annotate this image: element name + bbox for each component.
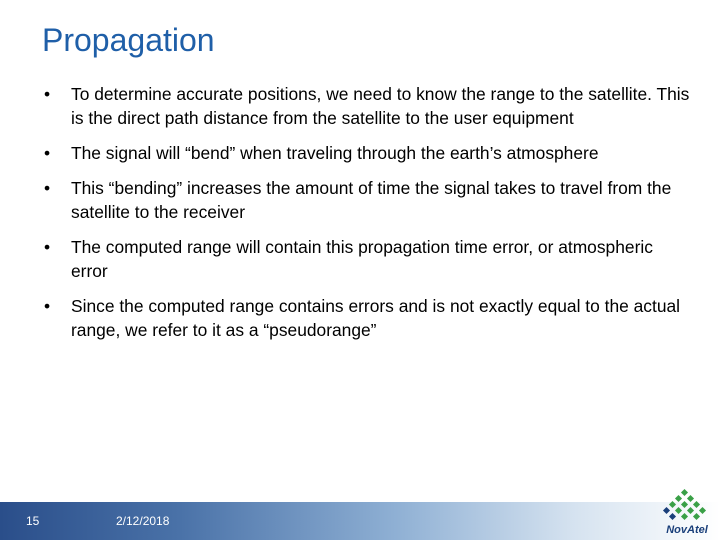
bullet-dot: • <box>44 237 51 257</box>
page-number: 15 <box>26 514 40 528</box>
bullet-dot: • <box>44 143 51 163</box>
bullet-text: This “bending” increases the amount of time the signal takes to travel from the satellite to the receiver <box>71 178 672 222</box>
bullet-dot: • <box>44 84 51 104</box>
footer-bar <box>0 502 720 540</box>
bullet-item <box>44 235 694 283</box>
bullet-text: To determine accurate positions, we need to know the range to the satellite. This is the direct path distance from the satellite to the user equipment <box>71 84 690 128</box>
bullet-text: The computed range will contain this propagation time error, or atmospheric error <box>71 237 653 281</box>
bullet-item <box>44 141 694 165</box>
bullet-dot: • <box>44 296 51 316</box>
bullet-text: Since the computed range contains errors and is not exactly equal to the actual range, we refer to it as a “pseudorange” <box>71 296 681 340</box>
footer-date: 2/12/2018 <box>116 514 170 528</box>
logo-mark-icon <box>660 488 714 524</box>
logo-text: NovAtel <box>666 524 708 536</box>
bullet-item <box>44 82 694 130</box>
slide-title: Propagation <box>42 22 215 58</box>
bullet-dot: • <box>44 178 51 198</box>
bullet-item <box>44 176 694 224</box>
bullet-item <box>44 294 694 342</box>
bullet-text: The signal will “bend” when traveling through the earth’s atmosphere <box>71 143 599 163</box>
bullet-list <box>44 82 694 353</box>
novatel-logo <box>660 488 714 536</box>
